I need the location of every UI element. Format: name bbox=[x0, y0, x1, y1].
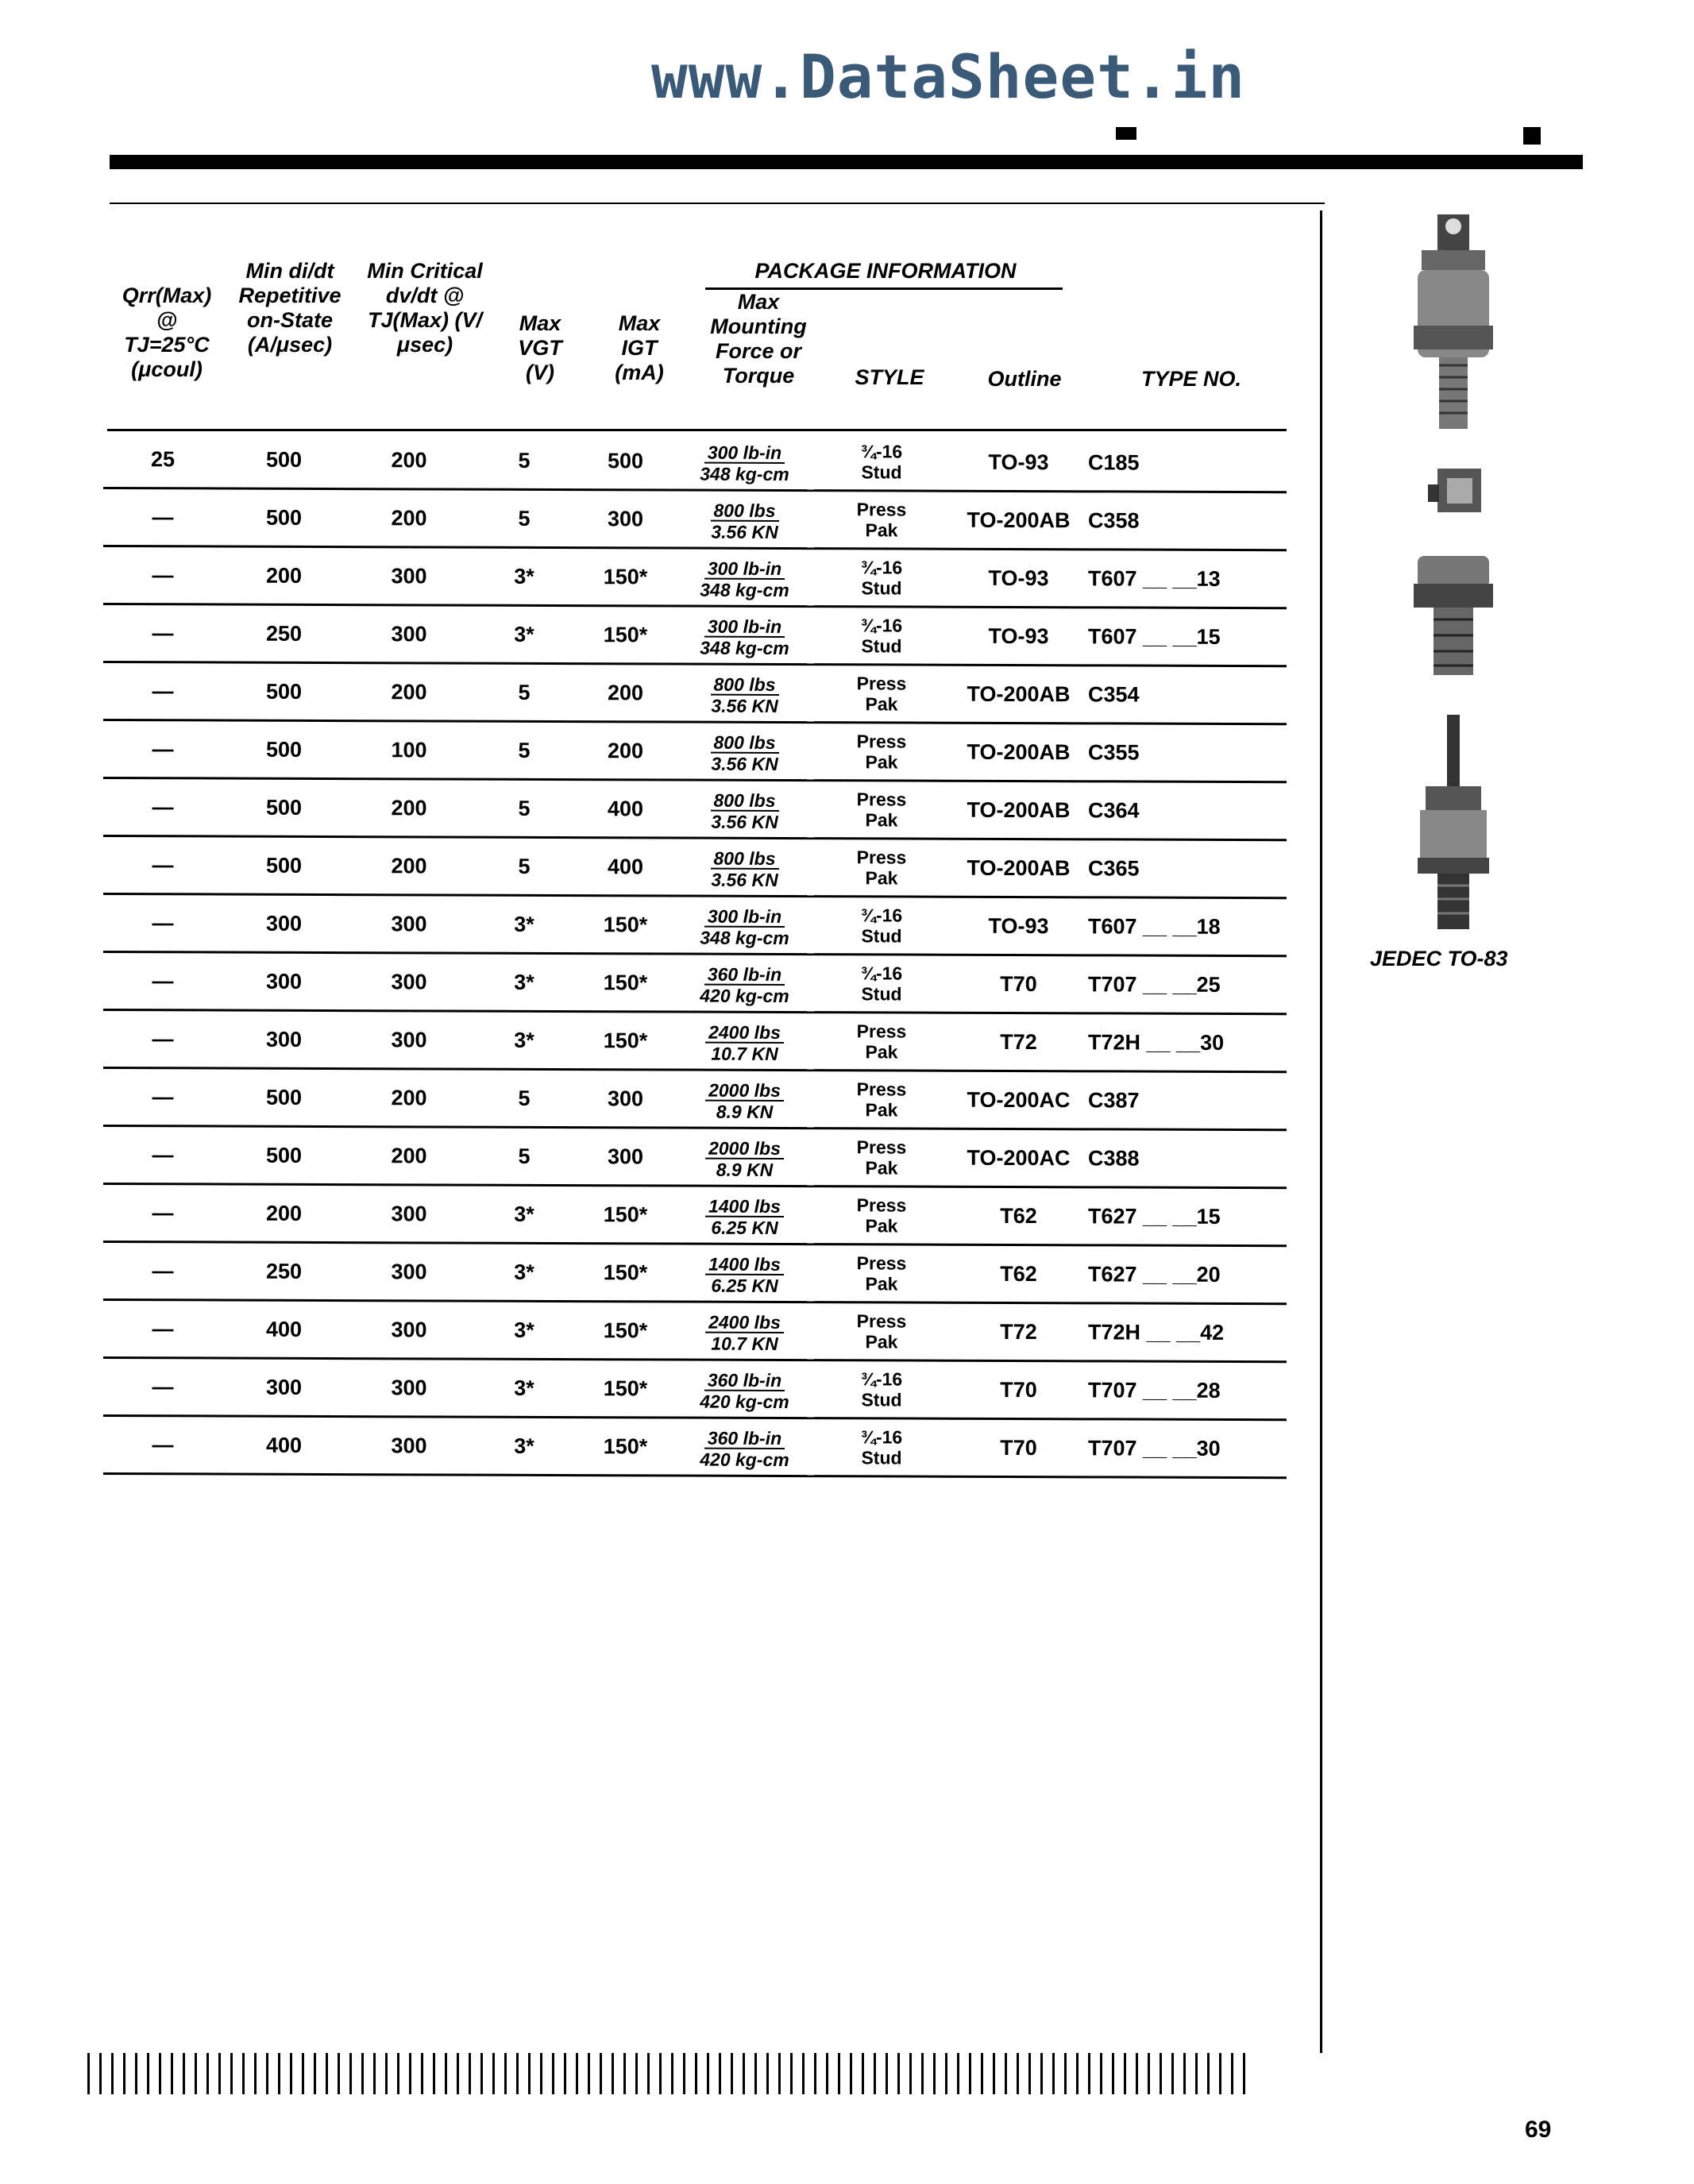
style-cell bbox=[814, 1187, 949, 1245]
style-line-1: Press bbox=[856, 1136, 907, 1158]
outline-cell: TO-93 bbox=[949, 897, 1088, 955]
torque-metric-value: 8.9 KN bbox=[716, 1101, 774, 1122]
style-cell bbox=[814, 434, 949, 491]
style-cell bbox=[814, 607, 949, 666]
igt-cell: 300 bbox=[576, 1128, 675, 1186]
dvdt-cell: 200 bbox=[345, 1069, 473, 1128]
outline-cell: TO-93 bbox=[949, 607, 1088, 666]
vgt-cell: 3* bbox=[473, 1417, 576, 1475]
header-qrr: Qrr(Max) @ TJ=25°C (μcoul) bbox=[122, 284, 212, 381]
header-didt: Min di/dt Repetitive on-State (A/μsec) bbox=[238, 259, 342, 357]
torque-cell bbox=[675, 606, 814, 665]
table-row bbox=[103, 1126, 1287, 1188]
style-line-1: Press bbox=[856, 847, 907, 868]
header-rule bbox=[107, 429, 1287, 431]
style-line-2: Pak bbox=[865, 1215, 898, 1237]
didt-cell: 300 bbox=[222, 1358, 345, 1417]
press-pak-thyristor-icon bbox=[1414, 556, 1493, 675]
outline-cell: TO-200AB bbox=[949, 491, 1088, 550]
style-line-2: Pak bbox=[865, 1273, 898, 1295]
table-row bbox=[103, 1300, 1287, 1362]
type-number: T627 __ __15 bbox=[1088, 1203, 1221, 1229]
table-row bbox=[103, 778, 1287, 840]
type-number-cell bbox=[1088, 608, 1287, 666]
torque-cell bbox=[675, 780, 814, 839]
torque-metric-value: 3.56 KN bbox=[711, 695, 778, 716]
torque-cell bbox=[675, 1186, 814, 1244]
didt-cell: 500 bbox=[222, 836, 345, 895]
qrr-cell: — bbox=[103, 894, 222, 953]
torque-cell bbox=[675, 664, 814, 723]
type-number-cell bbox=[1088, 839, 1287, 898]
style-line-1: Press bbox=[856, 673, 907, 694]
type-number: T707 __ __28 bbox=[1088, 1377, 1221, 1403]
style-line-1: ¾-16 bbox=[860, 615, 903, 636]
barcode bbox=[87, 2053, 1255, 2094]
header-igt: Max IGT (mA) bbox=[615, 311, 664, 384]
torque-force-value: 1400 lbs bbox=[705, 1254, 784, 1275]
didt-cell: 250 bbox=[222, 604, 345, 663]
qrr-cell: — bbox=[103, 1126, 222, 1185]
type-number-cell bbox=[1088, 1187, 1287, 1246]
stud-terminal-thyristor-icon bbox=[1418, 715, 1489, 929]
style-line-2: Pak bbox=[865, 867, 898, 889]
header-style: STYLE bbox=[855, 365, 924, 389]
style-line-2: Pak bbox=[865, 1041, 898, 1063]
table-row bbox=[103, 1184, 1287, 1246]
igt-cell: 150* bbox=[576, 548, 675, 606]
vgt-cell: 5 bbox=[473, 837, 576, 895]
type-number: T627 __ __20 bbox=[1088, 1261, 1221, 1287]
torque-force-value: 2000 lbs bbox=[705, 1138, 784, 1159]
outline-cell: TO-93 bbox=[949, 434, 1088, 492]
igt-cell: 400 bbox=[576, 780, 675, 838]
torque-cell bbox=[675, 434, 814, 491]
style-line-1: ¾-16 bbox=[860, 1426, 903, 1448]
dvdt-cell: 300 bbox=[345, 1359, 473, 1418]
dvdt-cell: 200 bbox=[345, 837, 473, 896]
style-line-1: ¾-16 bbox=[860, 557, 903, 578]
style-line-2: Pak bbox=[865, 1099, 898, 1121]
dvdt-cell: 300 bbox=[345, 605, 473, 664]
outline-cell: T70 bbox=[949, 1360, 1088, 1419]
type-number: T72H __ __30 bbox=[1088, 1029, 1225, 1055]
package-information-title: PACKAGE INFORMATION bbox=[754, 259, 1017, 283]
qrr-cell: — bbox=[103, 604, 222, 663]
qrr-cell: — bbox=[103, 952, 222, 1011]
table-row bbox=[103, 488, 1287, 550]
style-line-1: Press bbox=[856, 789, 907, 810]
type-number: C365 bbox=[1088, 855, 1140, 881]
torque-force-value: 360 lb-in bbox=[704, 1428, 785, 1449]
table-row bbox=[103, 546, 1287, 608]
igt-cell: 150* bbox=[576, 1360, 675, 1418]
type-number-cell bbox=[1088, 781, 1287, 840]
style-line-2: Pak bbox=[865, 519, 898, 541]
outline-cell: TO-200AB bbox=[949, 839, 1088, 897]
igt-cell: 300 bbox=[576, 490, 675, 548]
stud-thyristor-icon bbox=[1414, 214, 1493, 429]
product-photos bbox=[1382, 206, 1541, 937]
qrr-cell: — bbox=[103, 1184, 222, 1243]
frame-top bbox=[110, 203, 1325, 204]
thyristor-spec-table bbox=[103, 431, 1287, 1479]
table-row bbox=[103, 1416, 1287, 1478]
type-number-cell bbox=[1088, 897, 1287, 956]
style-cell bbox=[814, 781, 949, 839]
dvdt-cell: 200 bbox=[345, 489, 473, 548]
igt-cell: 150* bbox=[576, 954, 675, 1012]
header-outline: Outline bbox=[987, 367, 1062, 391]
igt-cell: 400 bbox=[576, 838, 675, 896]
dvdt-cell: 200 bbox=[345, 432, 473, 489]
style-cell bbox=[814, 491, 949, 550]
table-row bbox=[103, 894, 1287, 956]
page-number: 69 bbox=[1525, 2116, 1552, 2143]
torque-metric-value: 6.25 KN bbox=[711, 1275, 778, 1296]
torque-cell bbox=[675, 1012, 814, 1071]
type-number-cell bbox=[1088, 550, 1287, 608]
table-row bbox=[103, 431, 1287, 492]
outline-cell: T70 bbox=[949, 1418, 1088, 1477]
torque-cell bbox=[675, 722, 814, 781]
dvdt-cell: 300 bbox=[345, 895, 473, 954]
igt-cell: 150* bbox=[576, 1418, 675, 1476]
vgt-cell: 5 bbox=[473, 663, 576, 721]
outline-cell: TO-200AB bbox=[949, 723, 1088, 781]
torque-force-value: 800 lbs bbox=[711, 500, 779, 521]
style-line-2: Pak bbox=[865, 751, 898, 773]
qrr-cell: — bbox=[103, 1242, 222, 1301]
outline-cell: T62 bbox=[949, 1244, 1088, 1303]
igt-cell: 150* bbox=[576, 1244, 675, 1302]
table-row bbox=[103, 1358, 1287, 1420]
qrr-cell: — bbox=[103, 836, 222, 895]
style-line-1: Press bbox=[856, 499, 907, 520]
type-number: T607 __ __15 bbox=[1088, 623, 1221, 649]
outline-cell: TO-200AC bbox=[949, 1129, 1088, 1187]
type-number-cell bbox=[1088, 1361, 1287, 1420]
igt-cell: 200 bbox=[576, 722, 675, 780]
header-torque: Max Mounting Force or Torque bbox=[710, 290, 807, 388]
qrr-cell: — bbox=[103, 720, 222, 779]
torque-force-value: 2400 lbs bbox=[705, 1312, 784, 1333]
igt-cell: 150* bbox=[576, 1302, 675, 1360]
style-line-2: Pak bbox=[865, 693, 898, 715]
style-line-1: Press bbox=[856, 1252, 907, 1274]
figure-caption: JEDEC TO-83 bbox=[1370, 947, 1508, 970]
type-number-cell bbox=[1088, 434, 1287, 492]
torque-force-value: 300 lb-in bbox=[704, 906, 785, 927]
qrr-cell: — bbox=[103, 778, 222, 837]
torque-metric-value: 10.7 KN bbox=[711, 1043, 778, 1064]
vgt-cell: 5 bbox=[473, 433, 576, 490]
torque-metric-value: 6.25 KN bbox=[711, 1217, 778, 1238]
torque-force-value: 800 lbs bbox=[711, 674, 779, 695]
torque-force-value: 800 lbs bbox=[711, 732, 779, 753]
didt-cell: 300 bbox=[222, 1010, 345, 1069]
style-line-2: Stud bbox=[861, 983, 902, 1005]
marker-square bbox=[1116, 127, 1136, 140]
style-line-1: ¾-16 bbox=[860, 1368, 903, 1390]
vgt-cell: 3* bbox=[473, 1359, 576, 1417]
didt-cell: 500 bbox=[222, 488, 345, 547]
table-row bbox=[103, 604, 1287, 666]
torque-cell bbox=[675, 1244, 814, 1302]
dvdt-cell: 300 bbox=[345, 547, 473, 606]
vgt-cell: 3* bbox=[473, 895, 576, 953]
qrr-cell: — bbox=[103, 1416, 222, 1475]
vgt-cell: 3* bbox=[473, 605, 576, 663]
qrr-cell: — bbox=[103, 662, 222, 721]
torque-force-value: 300 lb-in bbox=[704, 616, 785, 637]
didt-cell: 500 bbox=[222, 1126, 345, 1185]
style-line-1: ¾-16 bbox=[860, 963, 903, 984]
torque-force-value: 800 lbs bbox=[711, 848, 779, 869]
style-line-2: Stud bbox=[861, 635, 902, 657]
torque-metric-value: 3.56 KN bbox=[711, 869, 778, 890]
dvdt-cell: 200 bbox=[345, 779, 473, 838]
style-cell bbox=[814, 1244, 949, 1303]
igt-cell: 300 bbox=[576, 1070, 675, 1128]
table-row bbox=[103, 836, 1287, 898]
style-cell bbox=[814, 723, 949, 781]
didt-cell: 500 bbox=[222, 432, 345, 489]
style-line-2: Stud bbox=[861, 461, 902, 483]
didt-cell: 400 bbox=[222, 1300, 345, 1359]
style-cell bbox=[814, 839, 949, 897]
table-row bbox=[103, 720, 1287, 782]
vgt-cell: 3* bbox=[473, 547, 576, 605]
type-number-cell bbox=[1088, 1419, 1287, 1478]
type-number-cell bbox=[1088, 955, 1287, 1014]
type-number-cell bbox=[1088, 1071, 1287, 1130]
type-number: C355 bbox=[1088, 739, 1140, 765]
torque-metric-value: 3.56 KN bbox=[711, 753, 778, 774]
type-number-cell bbox=[1088, 1303, 1287, 1362]
torque-metric-value: 10.7 KN bbox=[711, 1333, 778, 1354]
didt-cell: 500 bbox=[222, 778, 345, 837]
torque-metric-value: 348 kg-cm bbox=[700, 637, 789, 658]
style-cell bbox=[814, 1013, 949, 1071]
type-number-cell bbox=[1088, 492, 1287, 550]
torque-cell bbox=[675, 490, 814, 549]
qrr-cell: — bbox=[103, 1300, 222, 1359]
torque-cell bbox=[675, 1360, 814, 1418]
torque-cell bbox=[675, 896, 814, 955]
didt-cell: 500 bbox=[222, 662, 345, 721]
site-title[interactable]: www.DataSheet.in bbox=[651, 41, 1246, 112]
torque-metric-value: 8.9 KN bbox=[716, 1159, 774, 1180]
type-number-cell bbox=[1088, 1245, 1287, 1304]
table-row bbox=[103, 1068, 1287, 1130]
didt-cell: 300 bbox=[222, 894, 345, 953]
dvdt-cell: 300 bbox=[345, 1417, 473, 1476]
torque-metric-value: 420 kg-cm bbox=[700, 985, 789, 1006]
type-number-cell bbox=[1088, 1013, 1287, 1072]
type-number: C388 bbox=[1088, 1145, 1140, 1171]
torque-force-value: 2400 lbs bbox=[705, 1022, 784, 1043]
type-number-cell bbox=[1088, 666, 1287, 724]
style-line-2: Pak bbox=[865, 1331, 898, 1352]
torque-metric-value: 3.56 KN bbox=[711, 521, 778, 542]
style-cell bbox=[814, 1418, 949, 1477]
dvdt-cell: 300 bbox=[345, 1243, 473, 1302]
qrr-cell: 25 bbox=[103, 431, 222, 488]
outline-cell: T70 bbox=[949, 955, 1088, 1013]
torque-cell bbox=[675, 838, 814, 897]
marker-square bbox=[1523, 127, 1541, 145]
frame-right bbox=[1320, 210, 1322, 2053]
dvdt-cell: 200 bbox=[345, 663, 473, 722]
igt-cell: 150* bbox=[576, 606, 675, 664]
torque-metric-value: 3.56 KN bbox=[711, 811, 778, 832]
dvdt-cell: 300 bbox=[345, 1011, 473, 1070]
igt-cell: 150* bbox=[576, 896, 675, 954]
type-number: T707 __ __25 bbox=[1088, 971, 1221, 997]
header-vgt: Max VGT (V) bbox=[518, 311, 562, 384]
qrr-cell: — bbox=[103, 1358, 222, 1417]
torque-metric-value: 420 kg-cm bbox=[700, 1449, 789, 1470]
torque-cell bbox=[675, 1302, 814, 1360]
top-rule bbox=[110, 155, 1583, 169]
didt-cell: 200 bbox=[222, 1184, 345, 1243]
torque-cell bbox=[675, 954, 814, 1013]
type-number: T607 __ __18 bbox=[1088, 913, 1221, 939]
type-number: T72H __ __42 bbox=[1088, 1319, 1225, 1345]
torque-cell bbox=[675, 548, 814, 607]
type-number-cell bbox=[1088, 1129, 1287, 1188]
igt-cell: 150* bbox=[576, 1186, 675, 1244]
style-line-1: Press bbox=[856, 1310, 907, 1332]
style-cell bbox=[814, 897, 949, 955]
qrr-cell: — bbox=[103, 1068, 222, 1127]
style-line-1: Press bbox=[856, 1194, 907, 1216]
dvdt-cell: 100 bbox=[345, 721, 473, 780]
vgt-cell: 3* bbox=[473, 1011, 576, 1069]
dvdt-cell: 200 bbox=[345, 1127, 473, 1186]
igt-cell: 500 bbox=[576, 433, 675, 490]
torque-metric-value: 420 kg-cm bbox=[700, 1391, 789, 1412]
style-line-1: Press bbox=[856, 1078, 907, 1100]
type-number: C354 bbox=[1088, 681, 1140, 707]
outline-cell: T62 bbox=[949, 1187, 1088, 1245]
torque-force-value: 360 lb-in bbox=[704, 964, 785, 985]
vgt-cell: 5 bbox=[473, 779, 576, 837]
vgt-cell: 5 bbox=[473, 1069, 576, 1127]
style-line-2: Stud bbox=[861, 925, 902, 947]
vgt-cell: 5 bbox=[473, 1127, 576, 1185]
dvdt-cell: 300 bbox=[345, 1185, 473, 1244]
igt-cell: 200 bbox=[576, 664, 675, 722]
type-number: T607 __ __13 bbox=[1088, 565, 1221, 591]
didt-cell: 500 bbox=[222, 1068, 345, 1127]
dvdt-cell: 300 bbox=[345, 953, 473, 1012]
torque-metric-value: 348 kg-cm bbox=[700, 579, 789, 600]
didt-cell: 250 bbox=[222, 1242, 345, 1301]
table-row bbox=[103, 1010, 1287, 1072]
style-cell bbox=[814, 1302, 949, 1361]
type-number: C364 bbox=[1088, 797, 1140, 823]
type-number: C185 bbox=[1088, 450, 1140, 475]
igt-cell: 150* bbox=[576, 1012, 675, 1070]
didt-cell: 200 bbox=[222, 546, 345, 605]
torque-metric-value: 348 kg-cm bbox=[700, 927, 789, 948]
header-dvdt: Min Critical dv/dt @ TJ(Max) (V/μsec) bbox=[367, 259, 483, 357]
style-line-2: Pak bbox=[865, 1157, 898, 1179]
qrr-cell: — bbox=[103, 1010, 222, 1069]
type-number-cell bbox=[1088, 723, 1287, 782]
table-row bbox=[103, 662, 1287, 724]
outline-cell: TO-200AB bbox=[949, 781, 1088, 839]
outline-cell: TO-200AB bbox=[949, 665, 1088, 723]
torque-cell bbox=[675, 1418, 814, 1476]
style-cell bbox=[814, 955, 949, 1013]
type-number: C358 bbox=[1088, 507, 1140, 533]
torque-metric-value: 348 kg-cm bbox=[700, 463, 789, 484]
table-row bbox=[103, 952, 1287, 1014]
type-number: C387 bbox=[1088, 1087, 1140, 1113]
style-cell bbox=[814, 549, 949, 608]
torque-cell bbox=[675, 1128, 814, 1187]
style-line-1: Press bbox=[856, 1021, 907, 1042]
style-line-2: Pak bbox=[865, 809, 898, 831]
torque-force-value: 2000 lbs bbox=[705, 1080, 784, 1101]
torque-force-value: 1400 lbs bbox=[705, 1196, 784, 1217]
vgt-cell: 5 bbox=[473, 489, 576, 547]
qrr-cell: — bbox=[103, 488, 222, 547]
header-type: TYPE NO. bbox=[1140, 367, 1242, 391]
vgt-cell: 3* bbox=[473, 1301, 576, 1359]
style-cell bbox=[814, 1360, 949, 1419]
outline-cell: T72 bbox=[949, 1013, 1088, 1071]
type-number: T707 __ __30 bbox=[1088, 1435, 1221, 1461]
torque-force-value: 360 lb-in bbox=[704, 1370, 785, 1391]
style-line-1: ¾-16 bbox=[860, 441, 903, 462]
outline-cell: T72 bbox=[949, 1302, 1088, 1361]
outline-cell: TO-93 bbox=[949, 549, 1088, 608]
dvdt-cell: 300 bbox=[345, 1301, 473, 1360]
torque-force-value: 300 lb-in bbox=[704, 442, 785, 463]
style-cell bbox=[814, 665, 949, 723]
qrr-cell: — bbox=[103, 546, 222, 605]
press-pak-clip-icon bbox=[1428, 469, 1481, 512]
didt-cell: 300 bbox=[222, 952, 345, 1011]
table-row bbox=[103, 1242, 1287, 1304]
vgt-cell: 5 bbox=[473, 721, 576, 779]
style-cell bbox=[814, 1071, 949, 1129]
outline-cell: TO-200AC bbox=[949, 1071, 1088, 1129]
style-line-2: Stud bbox=[861, 1389, 902, 1410]
torque-cell bbox=[675, 1070, 814, 1129]
vgt-cell: 3* bbox=[473, 1243, 576, 1301]
style-line-1: ¾-16 bbox=[860, 905, 903, 926]
style-line-2: Stud bbox=[861, 1447, 902, 1468]
didt-cell: 400 bbox=[222, 1416, 345, 1475]
didt-cell: 500 bbox=[222, 720, 345, 779]
vgt-cell: 3* bbox=[473, 1185, 576, 1243]
torque-force-value: 800 lbs bbox=[711, 790, 779, 811]
style-line-2: Stud bbox=[861, 577, 902, 599]
vgt-cell: 3* bbox=[473, 953, 576, 1011]
style-cell bbox=[814, 1129, 949, 1187]
torque-force-value: 300 lb-in bbox=[704, 558, 785, 579]
style-line-1: Press bbox=[856, 731, 907, 752]
